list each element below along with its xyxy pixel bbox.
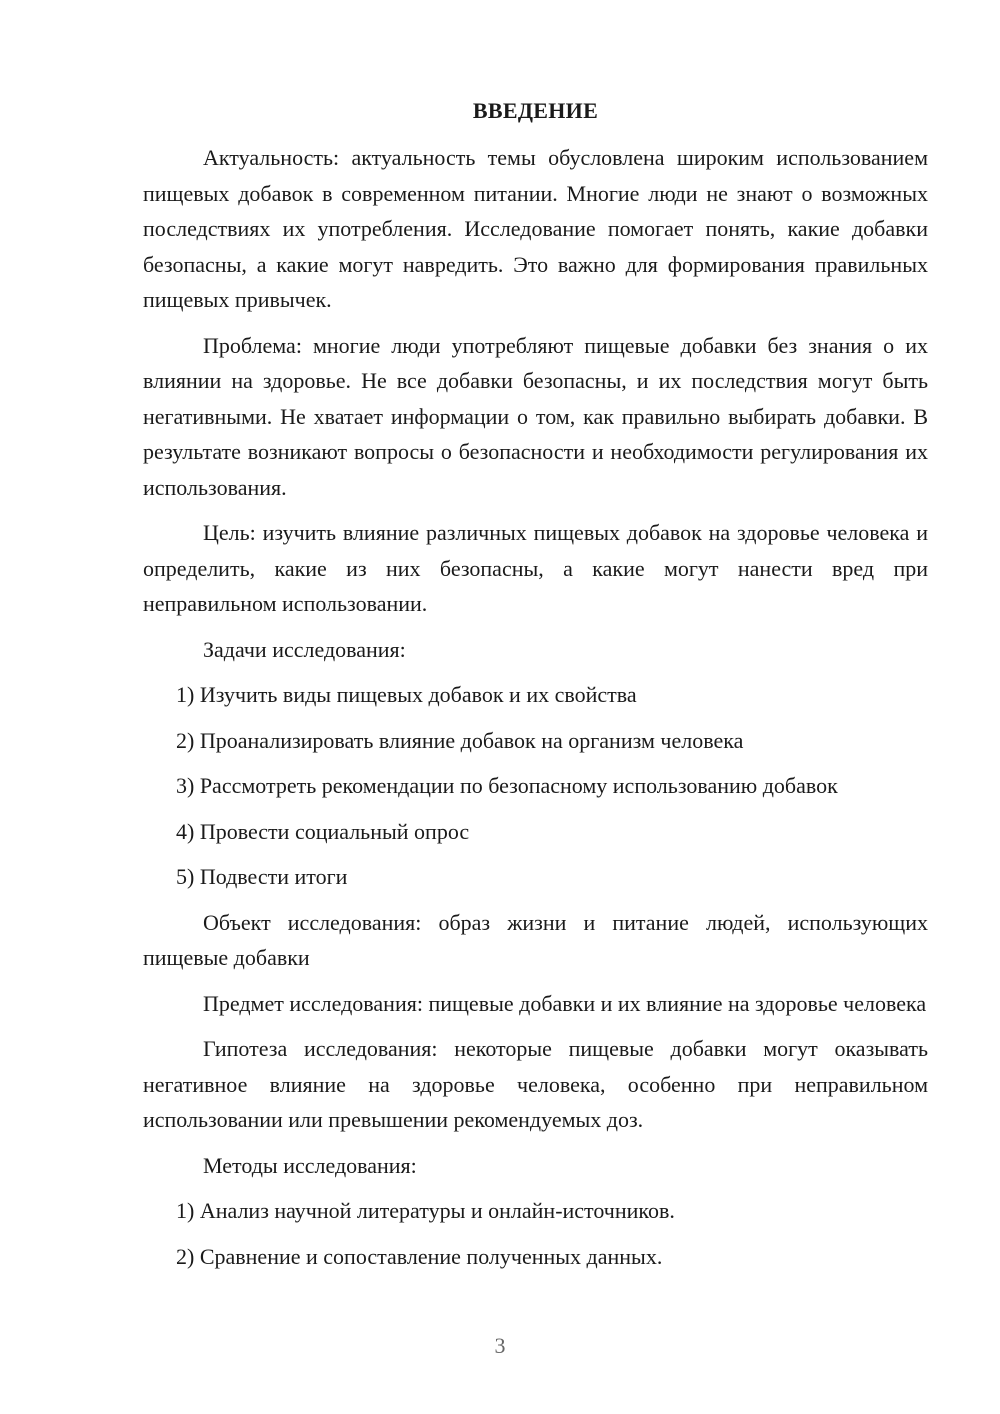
task-item: 4) Провести социальный опрос [176,818,470,844]
relevance-paragraph: Актуальность: актуальность темы обусловлена широким использованием пищевых добавок в современном питании. Многие люди не знают о возможных последствиях их употребления. Исследование помогает понять, какие добавки безопасны, а какие могут навредить. Это важно для формирования правильных пищевых привычек. [143,145,928,312]
tasks-list [143,677,928,895]
tasks-heading: Задачи исследования: [203,636,406,662]
goal-paragraph: Цель: изучить влияние различных пищевых добавок на здоровье человека и определить, какие из них безопасны, а какие могут нанести вред при неправильном использовании. [143,520,928,616]
methods-list [143,1193,928,1274]
task-item: 5) Подвести итоги [176,864,348,889]
method-item: 2) Сравнение и сопоставление полученных данных. [176,1243,663,1269]
task-item: 2) Проанализировать влияние добавок на организм человека [176,727,744,753]
object-paragraph: Объект исследования: образ жизни и питание людей, использующих пищевые добавки [143,909,928,970]
hypothesis-paragraph: Гипотеза исследования: некоторые пищевые добавки могут оказывать негативное влияние на здоровье человека, особенно при неправильном использовании или превышении рекомендуемых доз. [143,1036,928,1132]
document-body [143,96,928,1284]
page-number: 3 [494,1333,506,1358]
task-item: 3) Рассмотреть рекомендации по безопасному использованию добавок [176,773,838,798]
problem-paragraph: Проблема: многие люди употребляют пищевые добавки без знания о их влиянии на здоровье. Не все добавки безопасны, и их последствия могут быть негативными. Не хватает информации о том, как правильно выбирать добавки. В результате возникают вопросы о безопасности и необходимости регулирования их использования. [143,332,928,500]
method-item: 1) Анализ научной литературы и онлайн-источников. [176,1198,675,1223]
subject-paragraph: Предмет исследования: пищевые добавки и их влияние на здоровье человека [203,990,927,1016]
page-title: ВВЕДЕНИЕ [472,98,599,123]
methods-heading: Методы исследования: [203,1152,417,1178]
task-item: 1) Изучить виды пищевых добавок и их свойства [176,682,637,707]
